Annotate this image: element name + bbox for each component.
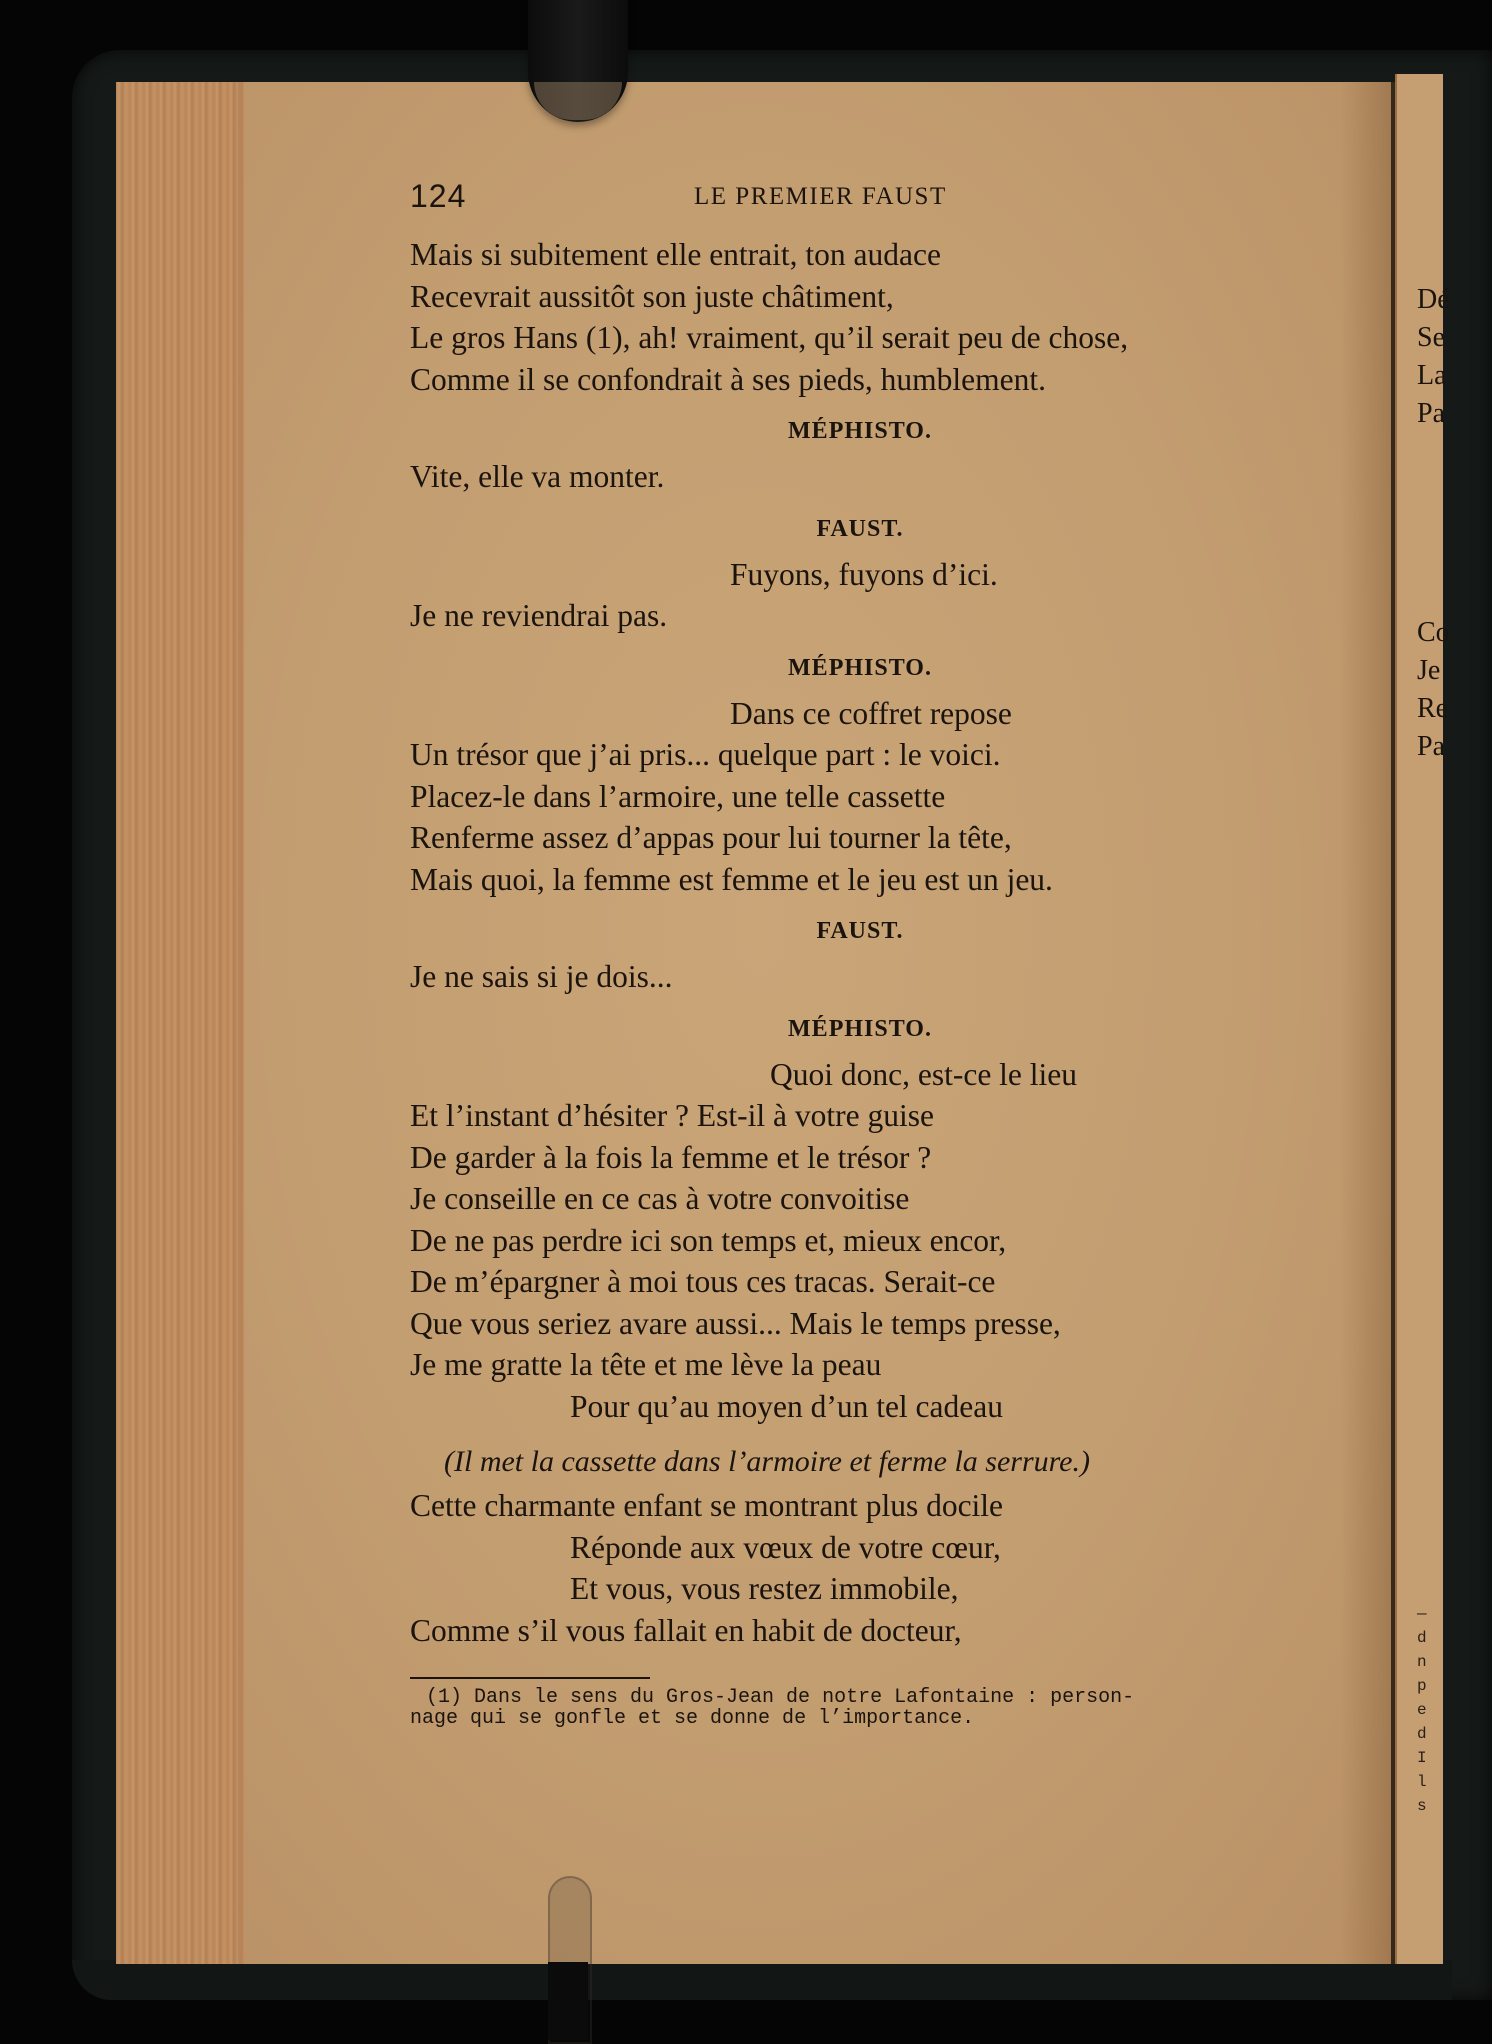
verse-line: Renferme assez d’appas pour lui tourner la tête,: [410, 820, 1012, 855]
footnote: [410, 1687, 1310, 1729]
verse-line: Dans ce coffret repose: [730, 695, 1012, 731]
verse-line: Comme il se confondrait à ses pieds, humblement.: [410, 361, 1046, 397]
running-title: LE PREMIER FAUST: [694, 183, 947, 210]
verse-line: Et vous, vous restez immobile,: [570, 1571, 959, 1606]
book-cover-bottom: [72, 1960, 1452, 2000]
verse-block: [410, 1095, 1310, 1386]
next-page-fragment: Dé: [1417, 284, 1450, 315]
verse-line: Je me gratte la tête et me lève la peau: [410, 1347, 882, 1382]
next-page-fragment: La: [1417, 360, 1447, 391]
page-number: 124: [410, 178, 467, 214]
stage-direction: (Il met la cassette dans l’armoire et ferme la serrure.): [444, 1445, 1090, 1478]
verse-block: [410, 1527, 1310, 1610]
verse-block: [410, 1485, 1310, 1527]
next-page-fragment: Pa: [1417, 731, 1445, 762]
verse-line: Je ne sais si je dois...: [410, 959, 673, 994]
page-fore-edge: [116, 82, 244, 1964]
verse-line: Vite, elle va monter.: [410, 459, 665, 494]
next-page-fragment: d: [1417, 1629, 1427, 1647]
bookmark-ribbon-tail: [548, 1962, 588, 2040]
verse-line: Mais si subitement elle entrait, ton audace: [410, 237, 941, 272]
speaker-name: MÉPHISTO.: [788, 654, 932, 681]
speaker-name: MÉPHISTO.: [788, 418, 932, 444]
verse-block: [410, 554, 1310, 596]
verse-line: Le gros Hans (1), ah! vraiment, qu’il serait peu de chose,: [410, 320, 1129, 355]
next-page-fragment: n: [1417, 1653, 1427, 1671]
verse-line: Pour qu’au moyen d’un tel cadeau: [570, 1388, 1003, 1424]
speaker-name: MÉPHISTO.: [788, 1015, 932, 1042]
page-gutter-shadow: [1340, 82, 1395, 1964]
verse-block: [410, 734, 1310, 900]
verse-block: [410, 956, 1310, 998]
verse-block: [410, 234, 1310, 400]
speaker-name: FAUST.: [816, 918, 904, 944]
next-page-fragment: p: [1417, 1677, 1427, 1695]
verse-line: De garder à la fois la femme et le trésor ?: [410, 1139, 932, 1175]
bookmark-ribbon-top-icon[interactable]: [528, 0, 628, 122]
verse-line: Recevrait aussitôt son juste châtiment,: [410, 278, 894, 314]
verse-line: Comme s’il vous fallait en habit de docteur,: [410, 1612, 962, 1648]
verse-line: Fuyons, fuyons d’ici.: [730, 556, 998, 592]
verse-line: Je conseille en ce cas à votre convoitise: [410, 1181, 910, 1216]
next-page-fragment: —: [1417, 1605, 1427, 1623]
next-page-fragment: e: [1417, 1701, 1427, 1719]
verse-block: [410, 1054, 1310, 1096]
verse-line: Réponde aux vœux de votre cœur,: [570, 1529, 1001, 1565]
footnote-line: nage qui se gonfle et se donne de l’importance.: [410, 1707, 975, 1730]
next-page-fragment: I: [1417, 1749, 1427, 1767]
verse-line: Quoi donc, est-ce le lieu: [770, 1056, 1078, 1092]
next-page-fragment: l: [1417, 1773, 1427, 1791]
next-page-edge: [1395, 74, 1450, 1964]
footnote-rule: [410, 1677, 650, 1679]
verse-line: Cette charmante enfant se montrant plus docile: [410, 1488, 1004, 1523]
next-page-fragment: Co: [1417, 617, 1450, 648]
verse-block: [410, 456, 1310, 498]
play-text: [410, 234, 1310, 1651]
next-page-fragment: Pa: [1417, 398, 1445, 429]
verse-block: [410, 693, 1310, 735]
verse-block: [410, 1610, 1310, 1652]
verse-line: Je ne reviendrai pas.: [410, 598, 668, 633]
verse-block: [410, 1386, 1310, 1428]
speaker-name: FAUST.: [816, 515, 904, 542]
verse-line: Mais quoi, la femme est femme et le jeu est un jeu.: [410, 861, 1053, 897]
next-page-fragment: s: [1417, 1797, 1427, 1815]
verse-line: De ne pas perdre ici son temps et, mieux encor,: [410, 1222, 1007, 1258]
next-page-fragment: Re: [1417, 693, 1449, 724]
next-page-fragment: d: [1417, 1725, 1427, 1743]
verse-line: Un trésor que j’ai pris... quelque part : le voici.: [410, 737, 1001, 772]
verse-block: [410, 595, 1310, 637]
page-header: [410, 178, 1310, 234]
next-page-fragment: Je: [1417, 655, 1441, 686]
verse-line: Et l’instant d’hésiter ? Est-il à votre guise: [410, 1098, 934, 1133]
footnote-line: (1) Dans le sens du Gros-Jean de notre Lafontaine : person-: [426, 1686, 1135, 1709]
verse-line: Placez-le dans l’armoire, une telle cassette: [410, 778, 946, 814]
verse-line: De m’épargner à moi tous ces tracas. Serait-ce: [410, 1264, 996, 1299]
verse-line: Que vous seriez avare aussi... Mais le temps presse,: [410, 1305, 1061, 1341]
next-page-fragment: Se: [1417, 322, 1445, 353]
page-content: [410, 178, 1310, 1729]
